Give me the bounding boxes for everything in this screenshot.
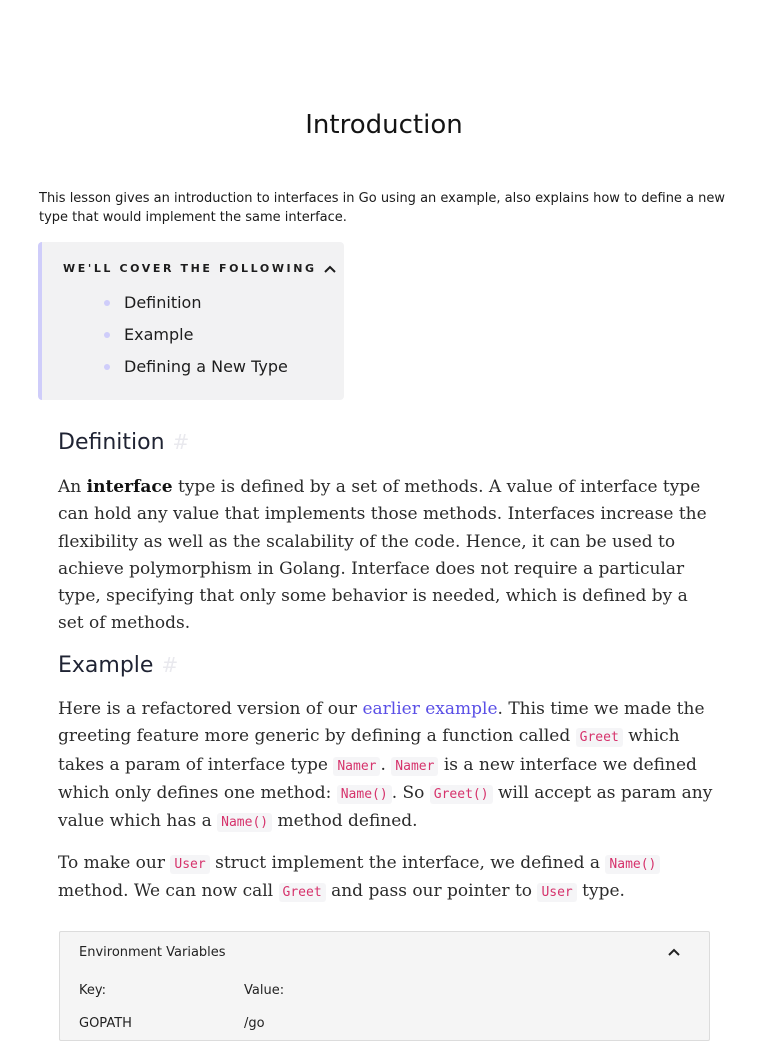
env-row-key: GOPATH bbox=[79, 1016, 132, 1031]
toc-item-example[interactable] bbox=[122, 324, 288, 356]
toc-item-label: Definition bbox=[124, 293, 202, 312]
inline-code: User bbox=[537, 883, 576, 902]
text-span: will accept as param any value which has a bbox=[58, 782, 713, 832]
text-span: . This time we made the greeting feature more generic by defining a function called bbox=[58, 699, 705, 747]
text-span: To make our bbox=[58, 853, 171, 873]
text-span: method. We can now call bbox=[58, 881, 279, 902]
text-span: is a new interface we defined which only defines one method: bbox=[58, 754, 697, 803]
inline-code: Greet bbox=[279, 883, 326, 902]
toc-list bbox=[122, 292, 288, 388]
inline-code: Greet bbox=[576, 728, 623, 747]
text-span: . bbox=[380, 754, 392, 775]
text-span: method defined. bbox=[272, 811, 418, 832]
env-row-value: /go bbox=[244, 1016, 265, 1031]
text-span: type is defined by a set of methods. A value of interface type can hold any value that implements those methods. Interfaces increase the flexibility as well as the scalability of the code. Hence, it can be used to achieve polymorphism in Golang. Interface does not require a particular type, specifying that only some behavior is needed, which is defined by a set of methods. bbox=[58, 477, 707, 634]
anchor-link-icon[interactable]: # bbox=[172, 430, 190, 454]
env-key-label: Key: bbox=[79, 983, 107, 998]
toc-item-label: Defining a New Type bbox=[124, 357, 288, 376]
example-paragraph-2 bbox=[58, 850, 718, 907]
text-span: An bbox=[58, 477, 87, 497]
inline-code: Name() bbox=[605, 855, 660, 874]
text-span: . So bbox=[391, 782, 430, 803]
example-heading bbox=[58, 653, 178, 678]
text-span: Here is a refactored version of our bbox=[58, 699, 363, 719]
inline-code: Name() bbox=[337, 785, 392, 804]
toc-item-label: Example bbox=[124, 325, 194, 344]
table-of-contents bbox=[38, 242, 344, 400]
toc-toggle[interactable] bbox=[63, 262, 337, 275]
definition-heading bbox=[58, 430, 189, 455]
env-value-label: Value: bbox=[244, 983, 285, 998]
anchor-link-icon[interactable]: # bbox=[161, 653, 179, 677]
toc-header-label: WE'LL COVER THE FOLLOWING bbox=[63, 262, 317, 275]
earlier-example-link[interactable]: earlier example bbox=[362, 699, 498, 719]
text-span: which takes a param of interface type bbox=[58, 726, 680, 775]
inline-code: Greet() bbox=[430, 785, 493, 804]
example-heading-text: Example bbox=[58, 653, 154, 678]
toc-item-defining-new-type[interactable] bbox=[122, 356, 288, 388]
bullet-icon bbox=[104, 332, 110, 338]
text-span: struct implement the interface, we defined a bbox=[209, 853, 606, 873]
chevron-up-icon[interactable] bbox=[667, 947, 681, 957]
toc-item-definition[interactable] bbox=[122, 292, 288, 324]
inline-code: Name() bbox=[217, 813, 272, 832]
text-span: and pass our pointer to bbox=[325, 881, 538, 902]
inline-code: User bbox=[170, 855, 209, 874]
bullet-icon bbox=[104, 364, 110, 370]
definition-paragraph bbox=[58, 474, 718, 638]
definition-heading-text: Definition bbox=[58, 430, 165, 455]
text-span: type. bbox=[576, 881, 625, 902]
bullet-icon bbox=[104, 300, 110, 306]
bold-term: interface bbox=[86, 477, 173, 497]
chevron-up-icon bbox=[323, 264, 337, 274]
environment-variables-panel bbox=[59, 931, 710, 1041]
env-panel-title[interactable]: Environment Variables bbox=[79, 945, 226, 960]
inline-code: Namer bbox=[333, 757, 380, 776]
lesson-description: This lesson gives an introduction to interfaces in Go using an example, also explains how to define a new type that would implement the same interface. bbox=[39, 191, 726, 225]
inline-code: Namer bbox=[391, 757, 438, 776]
example-paragraph-1 bbox=[58, 696, 718, 836]
page-title: Introduction bbox=[305, 110, 463, 140]
